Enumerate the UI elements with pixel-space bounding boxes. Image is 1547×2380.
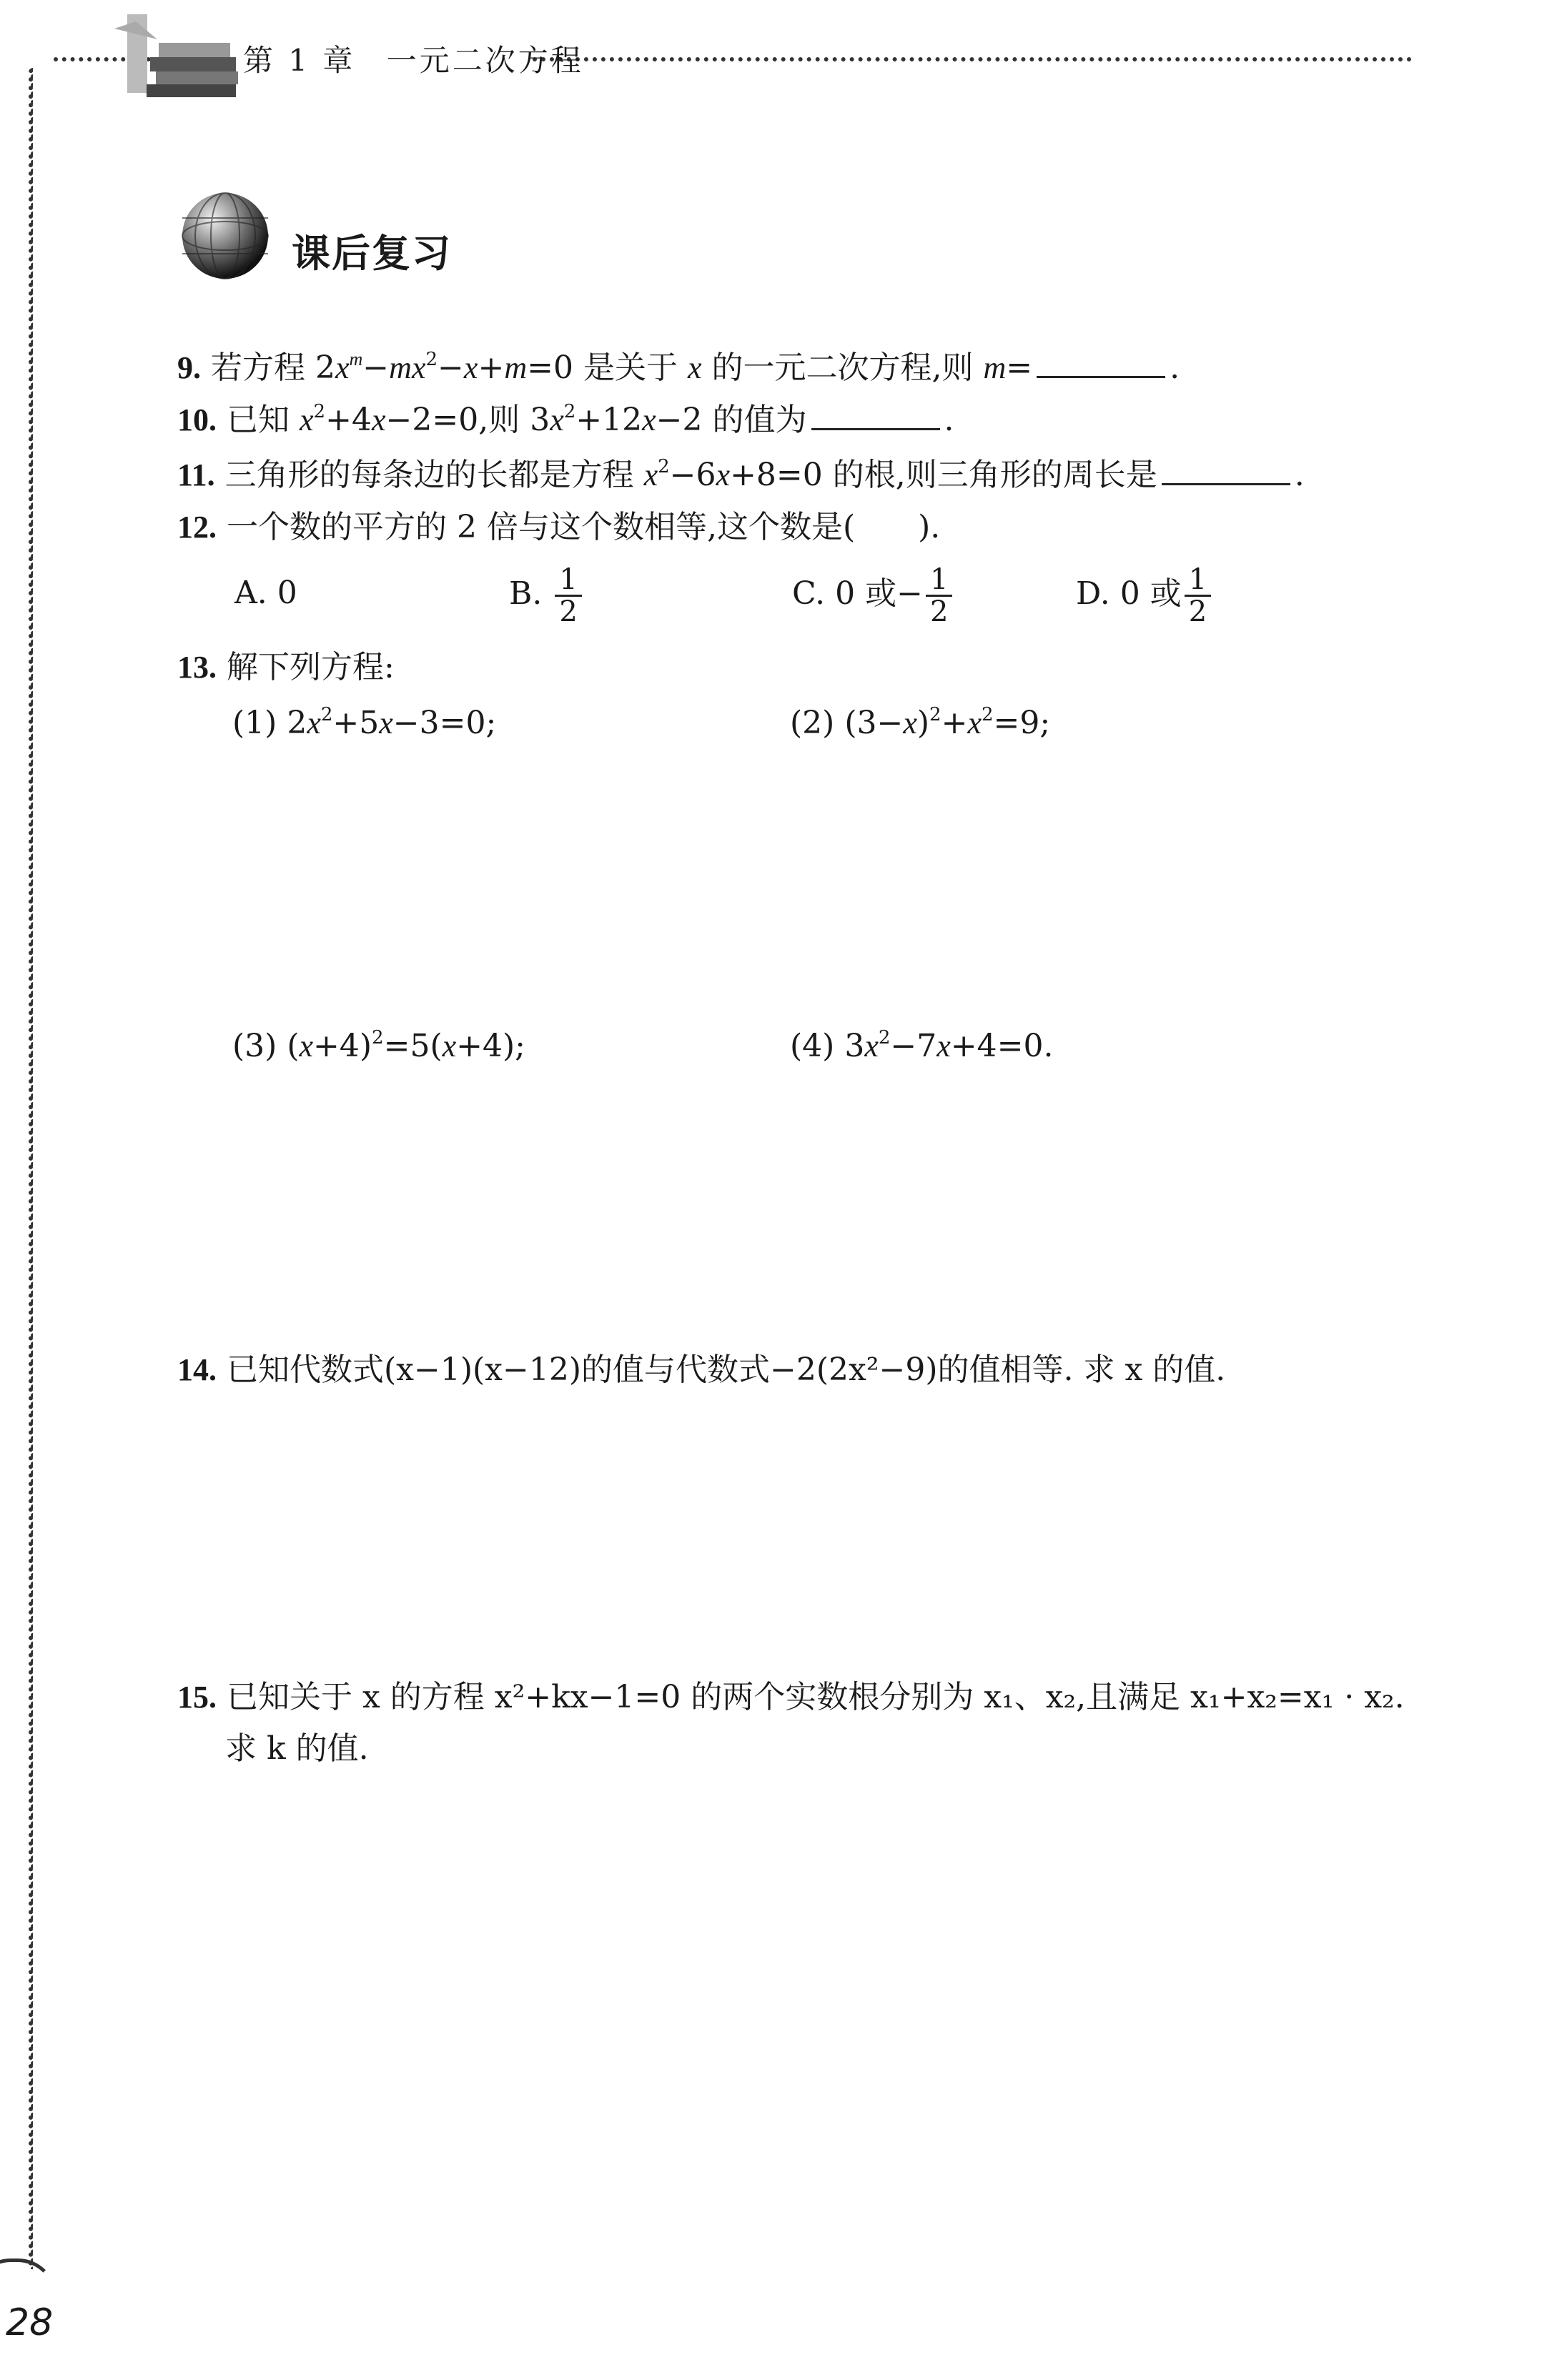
question-11: 11. 三角形的每条边的长都是方程 $x^2-6x+8=0$ 的根,则三角形的周长是 . [177, 456, 1305, 493]
fraction: $\frac{1}{2}$ [1185, 565, 1211, 627]
section-title: 课后复习 [292, 231, 452, 276]
header-dotted-line-right [533, 57, 1412, 61]
question-12 [177, 509, 941, 545]
question-number: 15. [177, 1680, 217, 1715]
answer-blank[interactable] [811, 402, 940, 430]
books-logo-icon [114, 7, 257, 104]
question-15 [177, 1679, 1405, 1715]
page-number: 28 [6, 2301, 54, 2344]
question-13 [177, 649, 395, 685]
fraction: $\frac{1}{2}$ [926, 565, 952, 627]
answer-blank[interactable] [1037, 350, 1165, 378]
question-text: 的根,则三角形的周长是 [832, 457, 1157, 493]
question-text: 已知关于 x 的方程 x²+kx−1=0 的两个实数根分别为 x₁、x₂,且满足 x₁+x₂=x₁ · x₂. [227, 1679, 1405, 1715]
page-border-left [29, 68, 33, 2269]
question-text: 的一元二次方程,则 [711, 349, 974, 386]
question-text: 一个数的平方的 2 倍与这个数相等,这个数是( ). [227, 509, 941, 545]
option-d[interactable]: D. 0 或 $\frac{1}{2}$ [1076, 565, 1214, 627]
equation-3: (3) $(x+4)^2=5(x+4)$; [232, 1027, 526, 1064]
question-text: 的值为 [712, 402, 807, 438]
option-a[interactable]: A. 0 [234, 575, 297, 611]
question-text: 已知代数式(x−1)(x−12)的值与代数式−2(2x²−9)的值相等. 求 x 的值. [227, 1352, 1226, 1388]
question-text: 解下列方程: [227, 649, 395, 685]
question-15-line2: 求 k 的值. [225, 1730, 369, 1767]
question-10: 10. 已知 $x^2+4x-2=0$,则 $3x^2+12x-2$ 的值为 . [177, 401, 954, 438]
equation-2: (2) $(3-x)^2+x^2=9$; [790, 704, 1051, 741]
equation-4: (4) $3x^2-7x+4=0$. [790, 1027, 1054, 1064]
fraction: $\frac{1}{2}$ [555, 565, 581, 627]
question-text: 已知 [227, 402, 290, 438]
question-number: 13. [177, 650, 217, 685]
question-number: 10. [177, 402, 217, 437]
chapter-number: 第 1 章 [243, 43, 356, 78]
question-9: 9. 若方程 $2x^m-mx^2-x+m=0$ 是关于 x 的一元二次方程,则 m= . [177, 349, 1180, 386]
globe-icon [179, 189, 272, 282]
question-text: 是关于 [583, 349, 678, 386]
question-number: 9. [177, 350, 201, 385]
chapter-title: 一元二次方程 [386, 43, 584, 78]
header-chapter [243, 37, 584, 80]
equation-1: (1) $2x^2+5x-3=0$; [232, 704, 497, 741]
question-14 [177, 1354, 1225, 1386]
question-number: 12. [177, 510, 217, 545]
option-c[interactable]: C. 0 或− $\frac{1}{2}$ [792, 565, 955, 627]
question-text: 三角形的每条边的长都是方程 [224, 457, 634, 493]
question-number: 14. [177, 1352, 217, 1387]
question-text: 若方程 2 [211, 349, 335, 386]
question-number: 11. [177, 457, 215, 492]
option-b[interactable]: B. $\frac{1}{2}$ [509, 565, 585, 627]
answer-blank[interactable] [1162, 457, 1290, 485]
